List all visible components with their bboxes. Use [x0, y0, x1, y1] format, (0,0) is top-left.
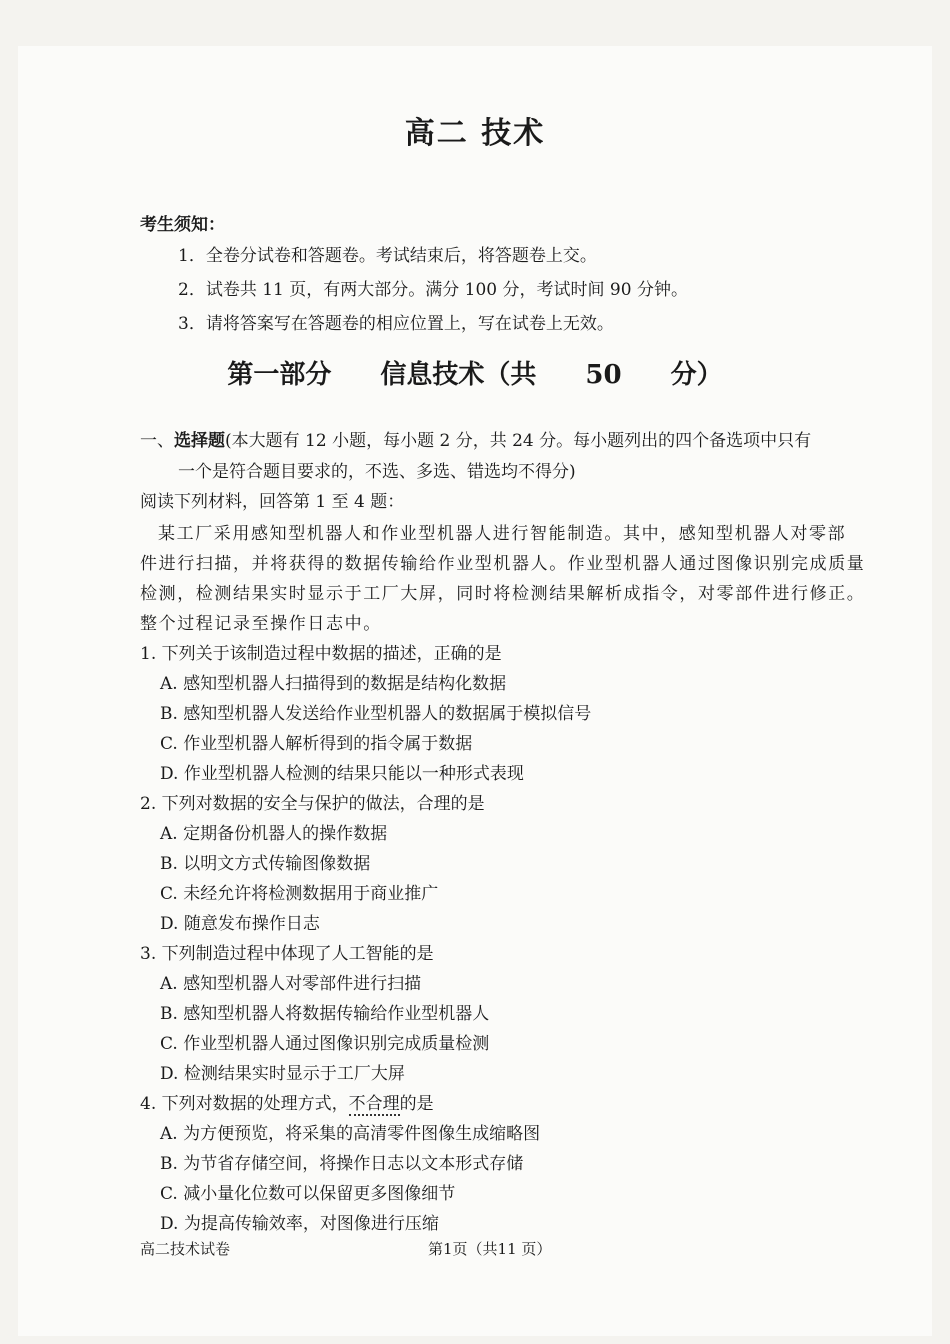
part1-title: 第一部分 信息技术（共 50 分）	[227, 360, 723, 390]
question-3-stem: 3. 下列制造过程中体现了人工智能的是	[140, 944, 434, 964]
question-2-option-a: A. 定期备份机器人的操作数据	[160, 824, 388, 844]
section1-prefix: 一、	[140, 431, 174, 451]
material-line: 检测，检测结果实时显示于工厂大屏，同时将检测结果解析成指令，对零部件进行修正。	[140, 584, 866, 604]
footer-left: 高二技术试卷	[140, 1240, 231, 1258]
question-4-stem-post: 的是	[399, 1094, 434, 1114]
material-line: 某工厂采用感知型机器人和作业型机器人进行智能制造。其中，感知型机器人对零部	[158, 524, 847, 544]
question-2-option-b: B. 以明文方式传输图像数据	[160, 854, 371, 874]
material-line: 整个过程记录至操作日志中。	[140, 614, 382, 634]
question-3-option-a: A. 感知型机器人对零部件进行扫描	[160, 974, 422, 994]
section1-desc-line2: 一个是符合题目要求的，不选、多选、错选均不得分)	[178, 462, 576, 482]
question-4-option-c: C. 减小量化位数可以保留更多图像细节	[160, 1184, 456, 1204]
notice-item: 3．请将答案写在答题卷的相应位置上，写在试卷上无效。	[178, 314, 614, 334]
question-4-option-a: A. 为方便预览，将采集的高清零件图像生成缩略图	[160, 1124, 541, 1144]
question-1-option-c: C. 作业型机器人解析得到的指令属于数据	[160, 734, 473, 754]
notice-item: 2．试卷共 11 页，有两大部分。满分 100 分，考试时间 90 分钟。	[178, 280, 688, 300]
section1-name: 选择题	[174, 431, 225, 451]
question-3-option-b: B. 感知型机器人将数据传输给作业型机器人	[160, 1004, 490, 1024]
section1-line1	[140, 426, 811, 451]
question-2-option-c: C. 未经允许将检测数据用于商业推广	[160, 884, 439, 904]
page-title: 高二 技术	[404, 116, 546, 151]
question-3-option-d: D. 检测结果实时显示于工厂大屏	[160, 1064, 405, 1084]
notice-heading: 考生须知：	[140, 215, 225, 235]
question-3-option-c: C. 作业型机器人通过图像识别完成质量检测	[160, 1034, 490, 1054]
question-4-stem	[140, 1089, 434, 1114]
footer-page-number: 第1页（共11 页）	[428, 1240, 552, 1258]
material-line: 件进行扫描，并将获得的数据传输给作业型机器人。作业型机器人通过图像识别完成质量	[140, 554, 866, 574]
section1-desc: (本大题有 12 小题，每小题 2 分，共 24 分。每小题列出的四个备选项中只有	[225, 431, 812, 451]
question-4-option-b: B. 为节省存储空间，将操作日志以文本形式存储	[160, 1154, 524, 1174]
question-2-stem: 2. 下列对数据的安全与保护的做法，合理的是	[140, 794, 485, 814]
question-4-option-d: D. 为提高传输效率，对图像进行压缩	[160, 1214, 439, 1234]
question-4-stem-pre: 4. 下列对数据的处理方式，	[140, 1094, 349, 1114]
question-4-emphasis: 不合理	[348, 1094, 400, 1114]
question-1-option-b: B. 感知型机器人发送给作业型机器人的数据属于模拟信号	[160, 704, 592, 724]
reading-prompt: 阅读下列材料，回答第 1 至 4 题：	[140, 492, 405, 512]
question-1-stem: 1. 下列关于该制造过程中数据的描述，正确的是	[140, 644, 502, 664]
question-1-option-d: D. 作业型机器人检测的结果只能以一种形式表现	[160, 764, 524, 784]
question-1-option-a: A. 感知型机器人扫描得到的数据是结构化数据	[160, 674, 507, 694]
notice-item: 1．全卷分试卷和答题卷。考试结束后，将答题卷上交。	[178, 246, 597, 266]
question-2-option-d: D. 随意发布操作日志	[160, 914, 320, 934]
